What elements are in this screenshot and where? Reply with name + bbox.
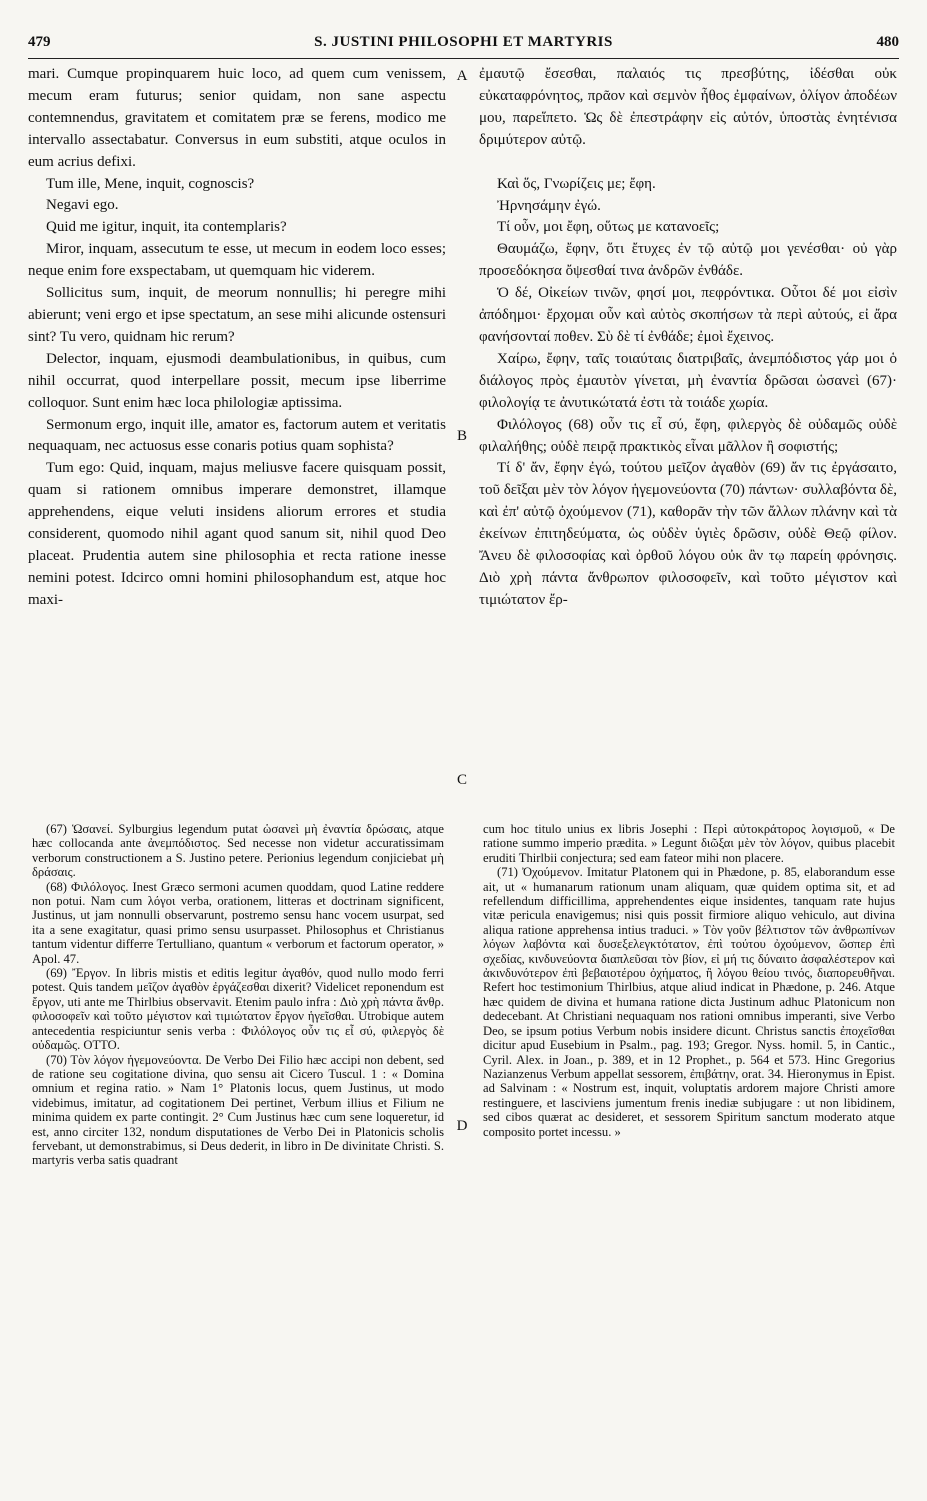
footnote: (71) Ὀχούμενον. Imitatur Platonem qui in Phædone, p. 85, elaborandum esse ait, ut « humanarum rationum unam aliquam, quæ quidem optima sit, et ad refellendum difficillima, apprehendentes eique insidentes, tanquam rate hujus vitæ pericula enavigemus; nisi quis possit firmiore aliquo vehiculo, aut divina aliqua ratione apprehensa intius traduci. » Τὸν γοῦν βέλτιστον τῶν ἀνθρωπίνων λόγων λαβόντα καὶ δυσεξελεγκτότατον, ἐπὶ τούτου ὀχούμενον, ὥσπερ ἐπὶ σχεδίας, κινδυνεύοντα διαπλεῦσαι τὸν βίον, εἰ μή τις δύναιτο ἀσφαλέστερον καὶ ἀκινδυνότερον ἐπὶ βεβαιοτέρου ὀχήματος, ἢ λόγου θείου τινός, διαπορευθῆναι. Refert hoc testimonium Thirlbius, atque aliud indicat in Phædone, p. 246. Atque hæc quidem de divina et humana ratione dicta Justinum adhuc Platonicum non dedecebant. At Christiani nequaquam nos rationi omnibus imperanti, sive Verbo Deo, se ipsum potius Verbum nobis insidere dicunt. Christus sanctis ἐποχεῖσθαι dicitur apud Eusebium in Psalm., pag. 193; Gregor. Nyss. homil. 5, in Cantic., Cyril. Alex. in Joan., p. 389, et in 12 Prophet., p. 564 et 573. Hinc Gregorius Nazianzenus Verbum appellat sessorem, ἐπιβάτην, orat. 34. Hieronymus in Epist. ad Salvinam : « Nostrum est, inquit, voluptatis ardorem majore Christi amore restinguere, et lasciviens jumentum frenis inediæ subjugare : ut non libidinem, sed cibos quærat ac desideret, et sessorem Spiritum sanctum moderato atque composito portet incessu. » bbox=[483, 865, 895, 1139]
greek-paragraph: Φιλόλογος (68) οὖν τις εἶ σύ, ἔφη, φιλεργὸς δὲ οὐδαμῶς οὐδὲ φιλαλήθης; οὐδὲ πειρᾷ πρακτικὸς εἶναι μᾶλλον ἢ σοφιστής; bbox=[479, 416, 897, 455]
latin-paragraph: Quid me igitur, inquit, ita contemplaris? bbox=[46, 219, 287, 236]
margin-marker-b: B bbox=[456, 428, 467, 444]
greek-paragraph: Χαίρω, ἔφην, ταῖς τοιαύταις διατριβαῖς, ἀνεμπόδιστος γάρ μοι ὁ διάλογος πρὸς ἐμαυτὸν γίνεται, μὴ ἐναντία δρῶσαι ὡσανεὶ (67)· φιλολογίᾳ τε ἀνυτικώτατά ἐστι τὰ τοιάδε χωρία. bbox=[479, 350, 897, 411]
footnote: (69) Ἔργον. In libris mistis et editis legitur ἀγαθόν, quod nullo modo ferri potest. Quis tandem μεῖζον ἀγαθὸν ἐργάζεσθαι dixerit? Videlicet reponendum est ἔργον, uti ante me Thirlbius observavit. Etenim paulo infra : Διὸ χρὴ πάντα ἄνθρ. φιλοσοφεῖν καὶ τοῦτο μέγιστον καὶ τιμιώτατον ἔργον ἡγεῖσθαι. Utrobique autem antecedentia respiciuntur senis verba : Φιλόλογος οὖν τις εἶ σύ, φιλεργὸς δὲ οὐδαμῶς. OTTO. bbox=[32, 966, 444, 1053]
margin-marker-a: A bbox=[456, 68, 468, 84]
page-number-right: 480 bbox=[876, 34, 899, 50]
greek-column bbox=[479, 64, 897, 816]
greek-paragraph: Καὶ ὅς, Γνωρίζεις με; ἔφη. bbox=[497, 175, 656, 192]
latin-paragraph: Tum ego: Quid, inquam, majus meliusve facere quisquam possit, quam si rationem omnibus imperare demonstret, illamque apprehendens, eique veluti insidens aliorum errores et studia considerent, quomodo nihil agant quod sanum sit, nihil quod Deo placeat. Prudentia autem sine philosophia et recta ratione inesse nemini potest. Idcirco omni homini philosophandum est, atque hoc maxi- bbox=[28, 460, 446, 608]
latin-paragraph: Miror, inquam, assecutum te esse, ut mecum in eodem loco esses; neque enim fore exspectabam, ut quemquam hic viderem. bbox=[28, 241, 446, 280]
latin-paragraph: mari. Cumque propinquarem huic loco, ad quem cum venissem, mecum eram futurus; senior quidam, non sane aspectu contemnendus, gravitatem et comitatem præ se ferens, modico me intervallo assectabatur. Conversus in eum substiti, atque oculos in eum acrius defixi. bbox=[28, 66, 446, 170]
latin-paragraph: Tum ille, Mene, inquit, cognoscis? bbox=[46, 175, 255, 192]
footnote: (70) Τὸν λόγον ἡγεμονεύοντα. De Verbo Dei Filio hæc accipi non debent, sed de ratione seu cogitatione divina, quo sensu ait Cicero Tuscul. 1 : « Domina omnium et regina ratio. » Nam 1° Platonis locus, quem Justinus, ut modo videbimus, imitatur, ad cogitationem Dei pertinet, Verbum illius et Filium ne minima quidem ex parte contingit. 2° Cum Justinus hæc cum sene loqueretur, id est, anno circiter 132, nondum disputationes de Verbo Dei in Platonicis scholis fervebant, ut demonstrabimus, si Deus dederit, in libro in De divinitate Christi. S. martyris verba satis quadrant bbox=[32, 1052, 444, 1168]
footnote: (67) Ὡσανεί. Sylburgius legendum putat ὡσανεὶ μὴ ἐναντία δρώσαις, atque hæc collocanda ante ἀνεμπόδιστος. Sed necesse non videtur accuratissimam verborum constructionem a S. Justino petere. Perionius legendum conjiciebat μὴ δράσαις. bbox=[32, 822, 444, 880]
margin-marker-c: C bbox=[456, 772, 467, 788]
page-number-left: 479 bbox=[28, 34, 51, 50]
footnotes-right bbox=[483, 822, 895, 1490]
margin-marker-d: D bbox=[456, 1118, 468, 1134]
footnote: (68) Φιλόλογος. Inest Græco sermoni acumen quoddam, quod Latine reddere non potui. Nam cum λόγοι verba, orationem, litteras et doctrinam significent, Justinus, ut jam nonnulli observarunt, postremo sensu hanc vocem usurpat, sed ita a sene exagitatur, quasi primo sensu usurpasset. Philosophus et Christianus tantum videntur differre Tertulliano, quantum « verborum et factorum operator, » Apol. 47. bbox=[32, 879, 444, 966]
greek-paragraph: Τί δ' ἄν, ἔφην ἐγώ, τούτου μεῖζον ἀγαθὸν (69) ἄν τις ἐργάσαιτο, τοῦ δεῖξαι μὲν τὸν λόγον ἡγεμονεύοντα (70) πάντων· συλλαβόντα δὲ, καὶ ἐπ' αὐτῷ ὀχούμενον (71), καθορᾶν τὴν τῶν ἄλλων πλάνην καὶ τὰ ἐκείνων ἐπιτηδεύματα, ὡς οὐδὲν ὑγιὲς δρῶσιν, οὐδὲ Θεῷ φίλον. Ἄνευ δὲ φιλοσοφίας καὶ ὀρθοῦ λόγου οὐκ ἂν τῳ παρείη φρόνησις. Διὸ χρὴ πάντα ἄνθρωπον φιλοσοφεῖν, καὶ τοῦτο μέγιστον καὶ τιμιώτατον ἔρ- bbox=[479, 460, 897, 608]
header-rule bbox=[28, 58, 899, 59]
latin-paragraph: Negavi ego. bbox=[46, 197, 119, 214]
greek-paragraph: ἐμαυτῷ ἔσεσθαι, παλαιός τις πρεσβύτης, ἰδέσθαι οὐκ εὐκαταφρόνητος, πρᾶον καὶ σεμνὸν ἦθος ἐμφαίνων, ὀλίγον ἀποδέων μου, παρεἵπετο. Ὡς δὲ ἐπεστράφην εἰς αὐτόν, ὑποστὰς ἐνητένισα δριμύτερον αὐτῷ. bbox=[479, 66, 897, 148]
footnotes-left bbox=[32, 822, 444, 1490]
latin-column bbox=[28, 64, 446, 816]
greek-paragraph: Τί οὖν, μοι ἔφη, οὕτως με κατανοεῖς; bbox=[497, 219, 720, 236]
greek-paragraph: Ἠρνησάμην ἐγώ. bbox=[497, 197, 601, 214]
greek-paragraph: Ὁ δέ, Οἰκείων τινῶν, φησί μοι, πεφρόντικα. Οὗτοι δέ μοι εἰσὶν ἀπόδημοι· ἔρχομαι οὖν καὶ αὐτὸς σκοπήσων τὰ περὶ αὐτούς, εἰ ἄρα φανήσονταί ποθεν. Σὺ δὲ τί ἐνθάδε; ἐμοὶ ἔχεινος. bbox=[479, 285, 897, 345]
page-header bbox=[28, 34, 899, 56]
running-title: S. JUSTINI PHILOSOPHI ET MARTYRIS bbox=[314, 34, 613, 50]
latin-paragraph: Sermonum ergo, inquit ille, amator es, factorum autem et veritatis nequaquam, nec actuosus esse conaris potius quam sophista? bbox=[28, 416, 446, 455]
latin-paragraph: Delector, inquam, ejusmodi deambulationibus, in quibus, cum nihil occurrat, quod interpellare possit, mecum ipse liberrime colloquor. Sunt enim hæc loca philologiæ aptissima. bbox=[28, 350, 446, 411]
latin-paragraph: Sollicitus sum, inquit, de meorum nonnullis; hi peregre mihi abierunt; veni ergo et ipse spectatum, an sese mihi alicunde ostensuri sint? Tu vero, quidnam hic rerum? bbox=[28, 285, 446, 345]
footnote-continuation: cum hoc titulo unius ex libris Josephi : Περὶ αὐτοκράτορος λογισμοῦ, « De ratione summo imperio prædita. » Legunt διῶξαι μὲν τὸν λόγον, quibus placebit eruditi Thirlbii conjectura; sed eam fateor mihi non placere. bbox=[483, 822, 895, 865]
greek-paragraph: Θαυμάζω, ἔφην, ὅτι ἔτυχες ἐν τῷ αὐτῷ μοι γενέσθαι· οὐ γὰρ προσεδόκησα ὄψεσθαί τινα ἀνδρῶν ἐνθάδε. bbox=[479, 241, 897, 280]
